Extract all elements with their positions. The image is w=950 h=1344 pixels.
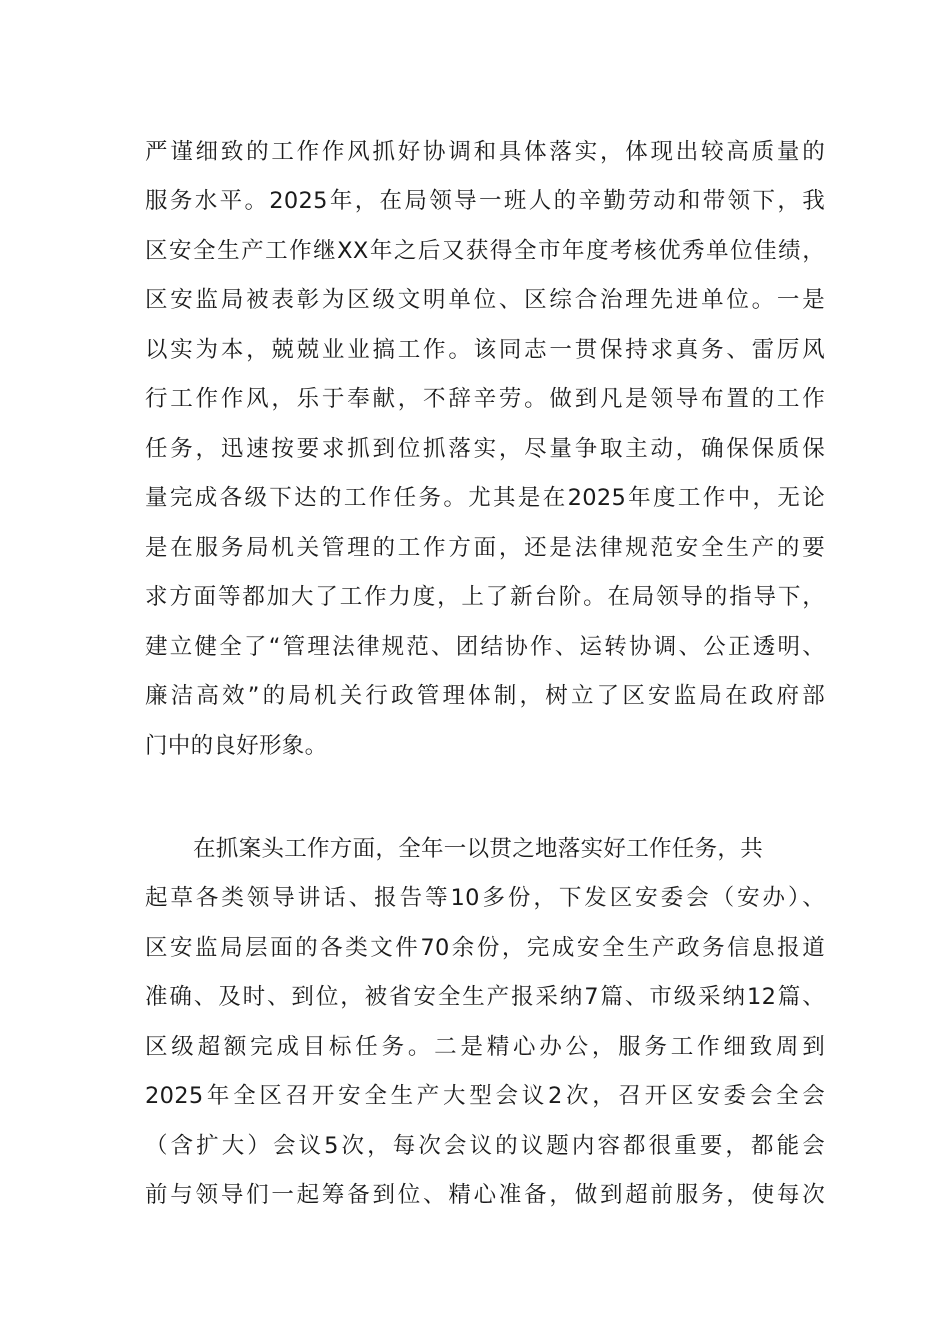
paragraph-1-line: 是在服务局机关管理的工作方面，还是法律规范安全生产的要 [145, 535, 825, 561]
paragraph-1-line: 求方面等都加大了工作力度，上了新台阶。在局领导的指导下， [145, 584, 825, 610]
paragraph-2-line: 区级超额完成目标任务。二是精心办公，服务工作细致周到 [145, 1034, 825, 1060]
paragraph-1-line: 区安全生产工作继XX年之后又获得全市年度考核优秀单位佳绩， [145, 238, 825, 264]
paragraph-1-line: 行工作作风，乐于奉献，不辞辛劳。做到凡是领导布置的工作 [145, 386, 825, 412]
paragraph-2-line: 2025年全区召开安全生产大型会议2次，召开区安委会全会 [145, 1083, 825, 1109]
paragraph-1-line: 量完成各级下达的工作任务。尤其是在2025年度工作中，无论 [145, 485, 825, 511]
paragraph-2-line: 在抓案头工作方面，全年一以贯之地落实好工作任务，共 [193, 836, 764, 862]
paragraph-2-line: 前与领导们一起筹备到位、精心准备，做到超前服务，使每次 [145, 1182, 825, 1208]
paragraph-1-line: 服务水平。2025年，在局领导一班人的辛勤劳动和带领下，我 [145, 188, 825, 214]
paragraph-2-line: 区安监局层面的各类文件70余份，完成安全生产政务信息报道 [145, 935, 825, 961]
paragraph-1-line: 建立健全了“管理法律规范、团结协作、运转协调、公正透明、 [145, 634, 825, 660]
paragraph-1-line: 以实为本，兢兢业业搞工作。该同志一贯保持求真务、雷厉风 [145, 337, 825, 363]
paragraph-2-line: 准确、及时、到位，被省安全生产报采纳7篇、市级采纳12篇、 [145, 984, 825, 1010]
paragraph-1-line: 任务，迅速按要求抓到位抓落实，尽量争取主动，确保保质保 [145, 436, 825, 462]
paragraph-2-line: 起草各类领导讲话、报告等10多份，下发区安委会（安办）、 [145, 885, 825, 911]
paragraph-1-line: 门中的良好形象。 [145, 733, 328, 759]
paragraph-1-line: 区安监局被表彰为区级文明单位、区综合治理先进单位。一是 [145, 287, 825, 313]
paragraph-1-line: 廉洁高效”的局机关行政管理体制，树立了区安监局在政府部 [145, 683, 825, 709]
paragraph-2-line: （含扩大）会议5次，每次会议的议题内容都很重要，都能会 [145, 1133, 825, 1159]
paragraph-1-line: 严谨细致的工作作风抓好协调和具体落实，体现出较高质量的 [145, 139, 825, 165]
